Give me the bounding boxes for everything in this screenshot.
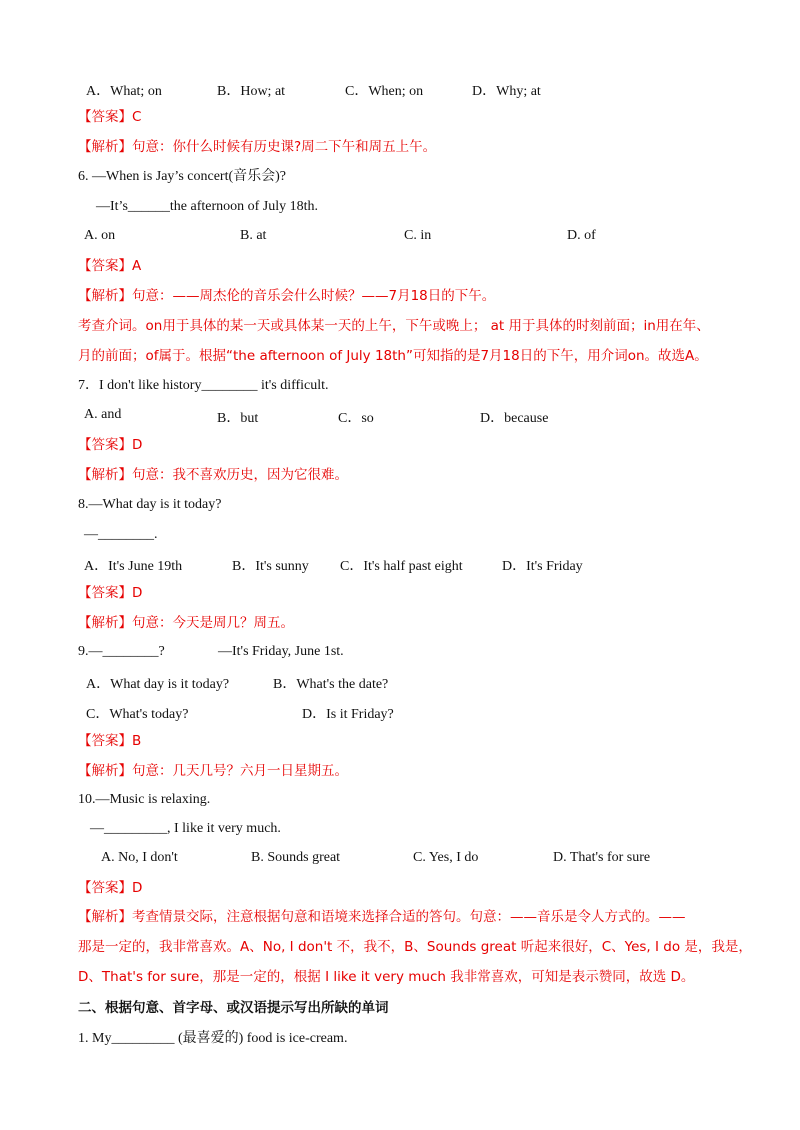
section-2-q1: 1. My_________ (最喜爱的) food is ice-cream. <box>78 1031 348 1046</box>
q9-option-b: B．What's the date? <box>273 677 389 692</box>
q8-reply: —________. <box>84 527 158 542</box>
q5-option-c: C．When; on <box>345 84 424 99</box>
q8-option-d: D．It's Friday <box>502 559 583 574</box>
q6-option-d: D. of <box>567 228 596 243</box>
q7-option-a: A. and <box>84 407 122 422</box>
q7-stem: 7．I don't like history________ it's difficult. <box>78 378 329 393</box>
q5-option-a: A．What; on <box>86 84 162 99</box>
q10-option-d: D. That's for sure <box>553 850 651 865</box>
q5-option-b: B．How; at <box>217 84 286 99</box>
q6-option-c: C. in <box>404 228 432 243</box>
q6-explanation-line-1: 【解析】句意：——周杰伦的音乐会什么时候？——7月18日的下午。 <box>78 288 496 304</box>
q5-option-d: D．Why; at <box>472 84 541 99</box>
q10-option-c: C. Yes, I do <box>413 850 479 865</box>
q9-reply: —It's Friday, June 1st. <box>218 644 344 659</box>
q6-reply: —It’s______the afternoon of July 18th. <box>96 199 319 214</box>
q9-option-c: C．What's today? <box>86 707 189 722</box>
q10-explanation-line-2: 那是一定的，我非常喜欢。A、No, I don't 不，我不，B、Sounds great 听起来很好，C、Yes, I do 是，我是， <box>78 939 752 955</box>
q9-explanation: 【解析】句意：几天几号？六月一日星期五。 <box>78 763 348 779</box>
q6-option-b: B. at <box>240 228 267 243</box>
q6-stem: 6. —When is Jay’s concert(音乐会)? <box>78 169 286 184</box>
q10-option-b: B. Sounds great <box>251 850 341 865</box>
q8-answer: 【答案】D <box>78 585 143 601</box>
q6-explanation-line-2: 考查介词。on用于具体的某一天或具体某一天的上午，下午或晚上； at 用于具体的时刻前面；in用在年、 <box>78 318 710 334</box>
q10-explanation-line-1: 【解析】考查情景交际，注意根据句意和语境来选择合适的答句。句意：——音乐是令人方式的。—— <box>78 909 686 925</box>
q8-explanation: 【解析】句意：今天是周几？周五。 <box>78 615 294 631</box>
q10-answer: 【答案】D <box>78 880 143 896</box>
q7-option-d: D．because <box>480 411 549 426</box>
q9-option-d: D．Is it Friday? <box>302 707 394 722</box>
q7-answer: 【答案】D <box>78 437 143 453</box>
q7-option-b: B．but <box>217 411 259 426</box>
q10-option-a: A. No, I don't <box>101 850 178 865</box>
q7-option-c: C．so <box>338 411 374 426</box>
q6-answer: 【答案】A <box>78 258 142 274</box>
q10-reply: —_________, I like it very much. <box>90 821 281 836</box>
q8-stem: 8.—What day is it today? <box>78 497 222 512</box>
q6-option-a: A. on <box>84 228 116 243</box>
q8-option-a: A．It's June 19th <box>84 559 183 574</box>
q8-option-b: B．It's sunny <box>232 559 309 574</box>
q5-explanation: 【解析】句意：你什么时候有历史课?周二下午和周五上午。 <box>78 139 437 155</box>
q10-explanation-line-3: D、That's for sure，那是一定的，根据 I like it very much 我非常喜欢，可知是表示赞同，故选 D。 <box>78 969 695 985</box>
q9-answer: 【答案】B <box>78 733 142 749</box>
q8-option-c: C．It's half past eight <box>340 559 463 574</box>
section-2-title: 二、根据句意、首字母、或汉语提示写出所缺的单词 <box>78 1000 389 1016</box>
q5-answer: 【答案】C <box>78 109 142 125</box>
q10-stem: 10.—Music is relaxing. <box>78 792 211 807</box>
q9-stem: 9.—________? <box>78 644 165 659</box>
q7-explanation: 【解析】句意：我不喜欢历史，因为它很难。 <box>78 467 348 483</box>
q9-option-a: A．What day is it today? <box>86 677 230 692</box>
q6-explanation-line-3: 月的前面；of属于。根据“the afternoon of July 18th”可知指的是7月18日的下午，用介词on。故选A。 <box>78 348 708 364</box>
